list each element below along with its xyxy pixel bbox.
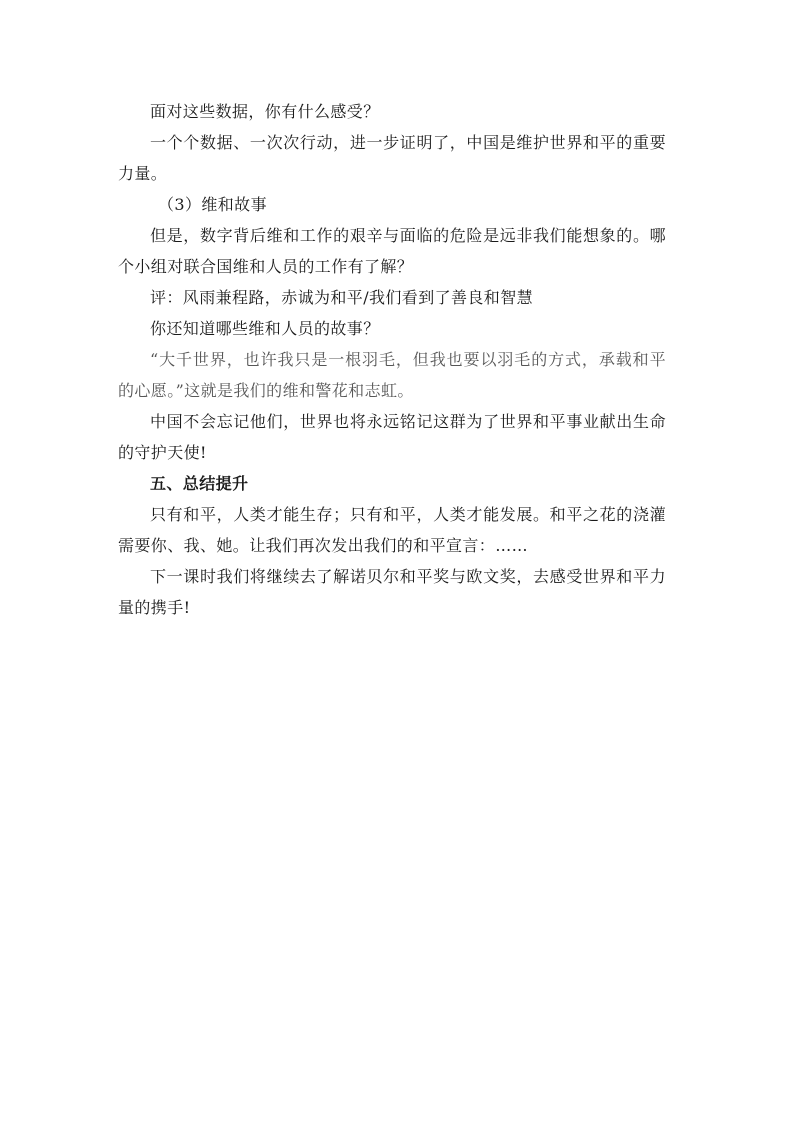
paragraph-hardship: 但是，数字背后维和工作的艰辛与面临的危险是远非我们能想象的。哪个小组对联合国维和人员的工作有了解？ — [118, 226, 666, 276]
section-heading-summary: 五、总结提升 — [150, 474, 249, 493]
paragraph-china-peace-force: 一个个数据、一次次行动，进一步证明了，中国是维护世界和平的重要力量。 — [118, 133, 666, 183]
paragraph-guardian-angels: 中国不会忘记他们，世界也将永远铭记这群为了世界和平事业献出生命的守护天使! — [118, 412, 666, 462]
paragraph-question-stories: 你还知道哪些维和人员的故事？ — [150, 319, 380, 338]
paragraph-next-lesson: 下一课时我们将继续去了解诺贝尔和平奖与欧文奖，去感受世界和平力量的携手! — [118, 567, 666, 617]
paragraph-comment: 评：风雨兼程路，赤诚为和平/我们看到了善良和智慧 — [150, 288, 533, 307]
paragraph-question-feelings: 面对这些数据，你有什么感受？ — [150, 102, 380, 121]
paragraph-peace-declaration: 只有和平，人类才能生存；只有和平，人类才能发展。和平之花的浇灌需要你、我、她。让我们再次发出我们的和平宣言：…… — [118, 505, 666, 555]
section-heading-peacekeeping-stories: （3）维和故事 — [158, 195, 267, 214]
document-body — [118, 96, 666, 623]
paragraph-quote: “大千世界，也许我只是一根羽毛，但我也要以羽毛的方式，承载和平的心愿。”这就是我们的维和警花和志虹。 — [118, 350, 666, 400]
